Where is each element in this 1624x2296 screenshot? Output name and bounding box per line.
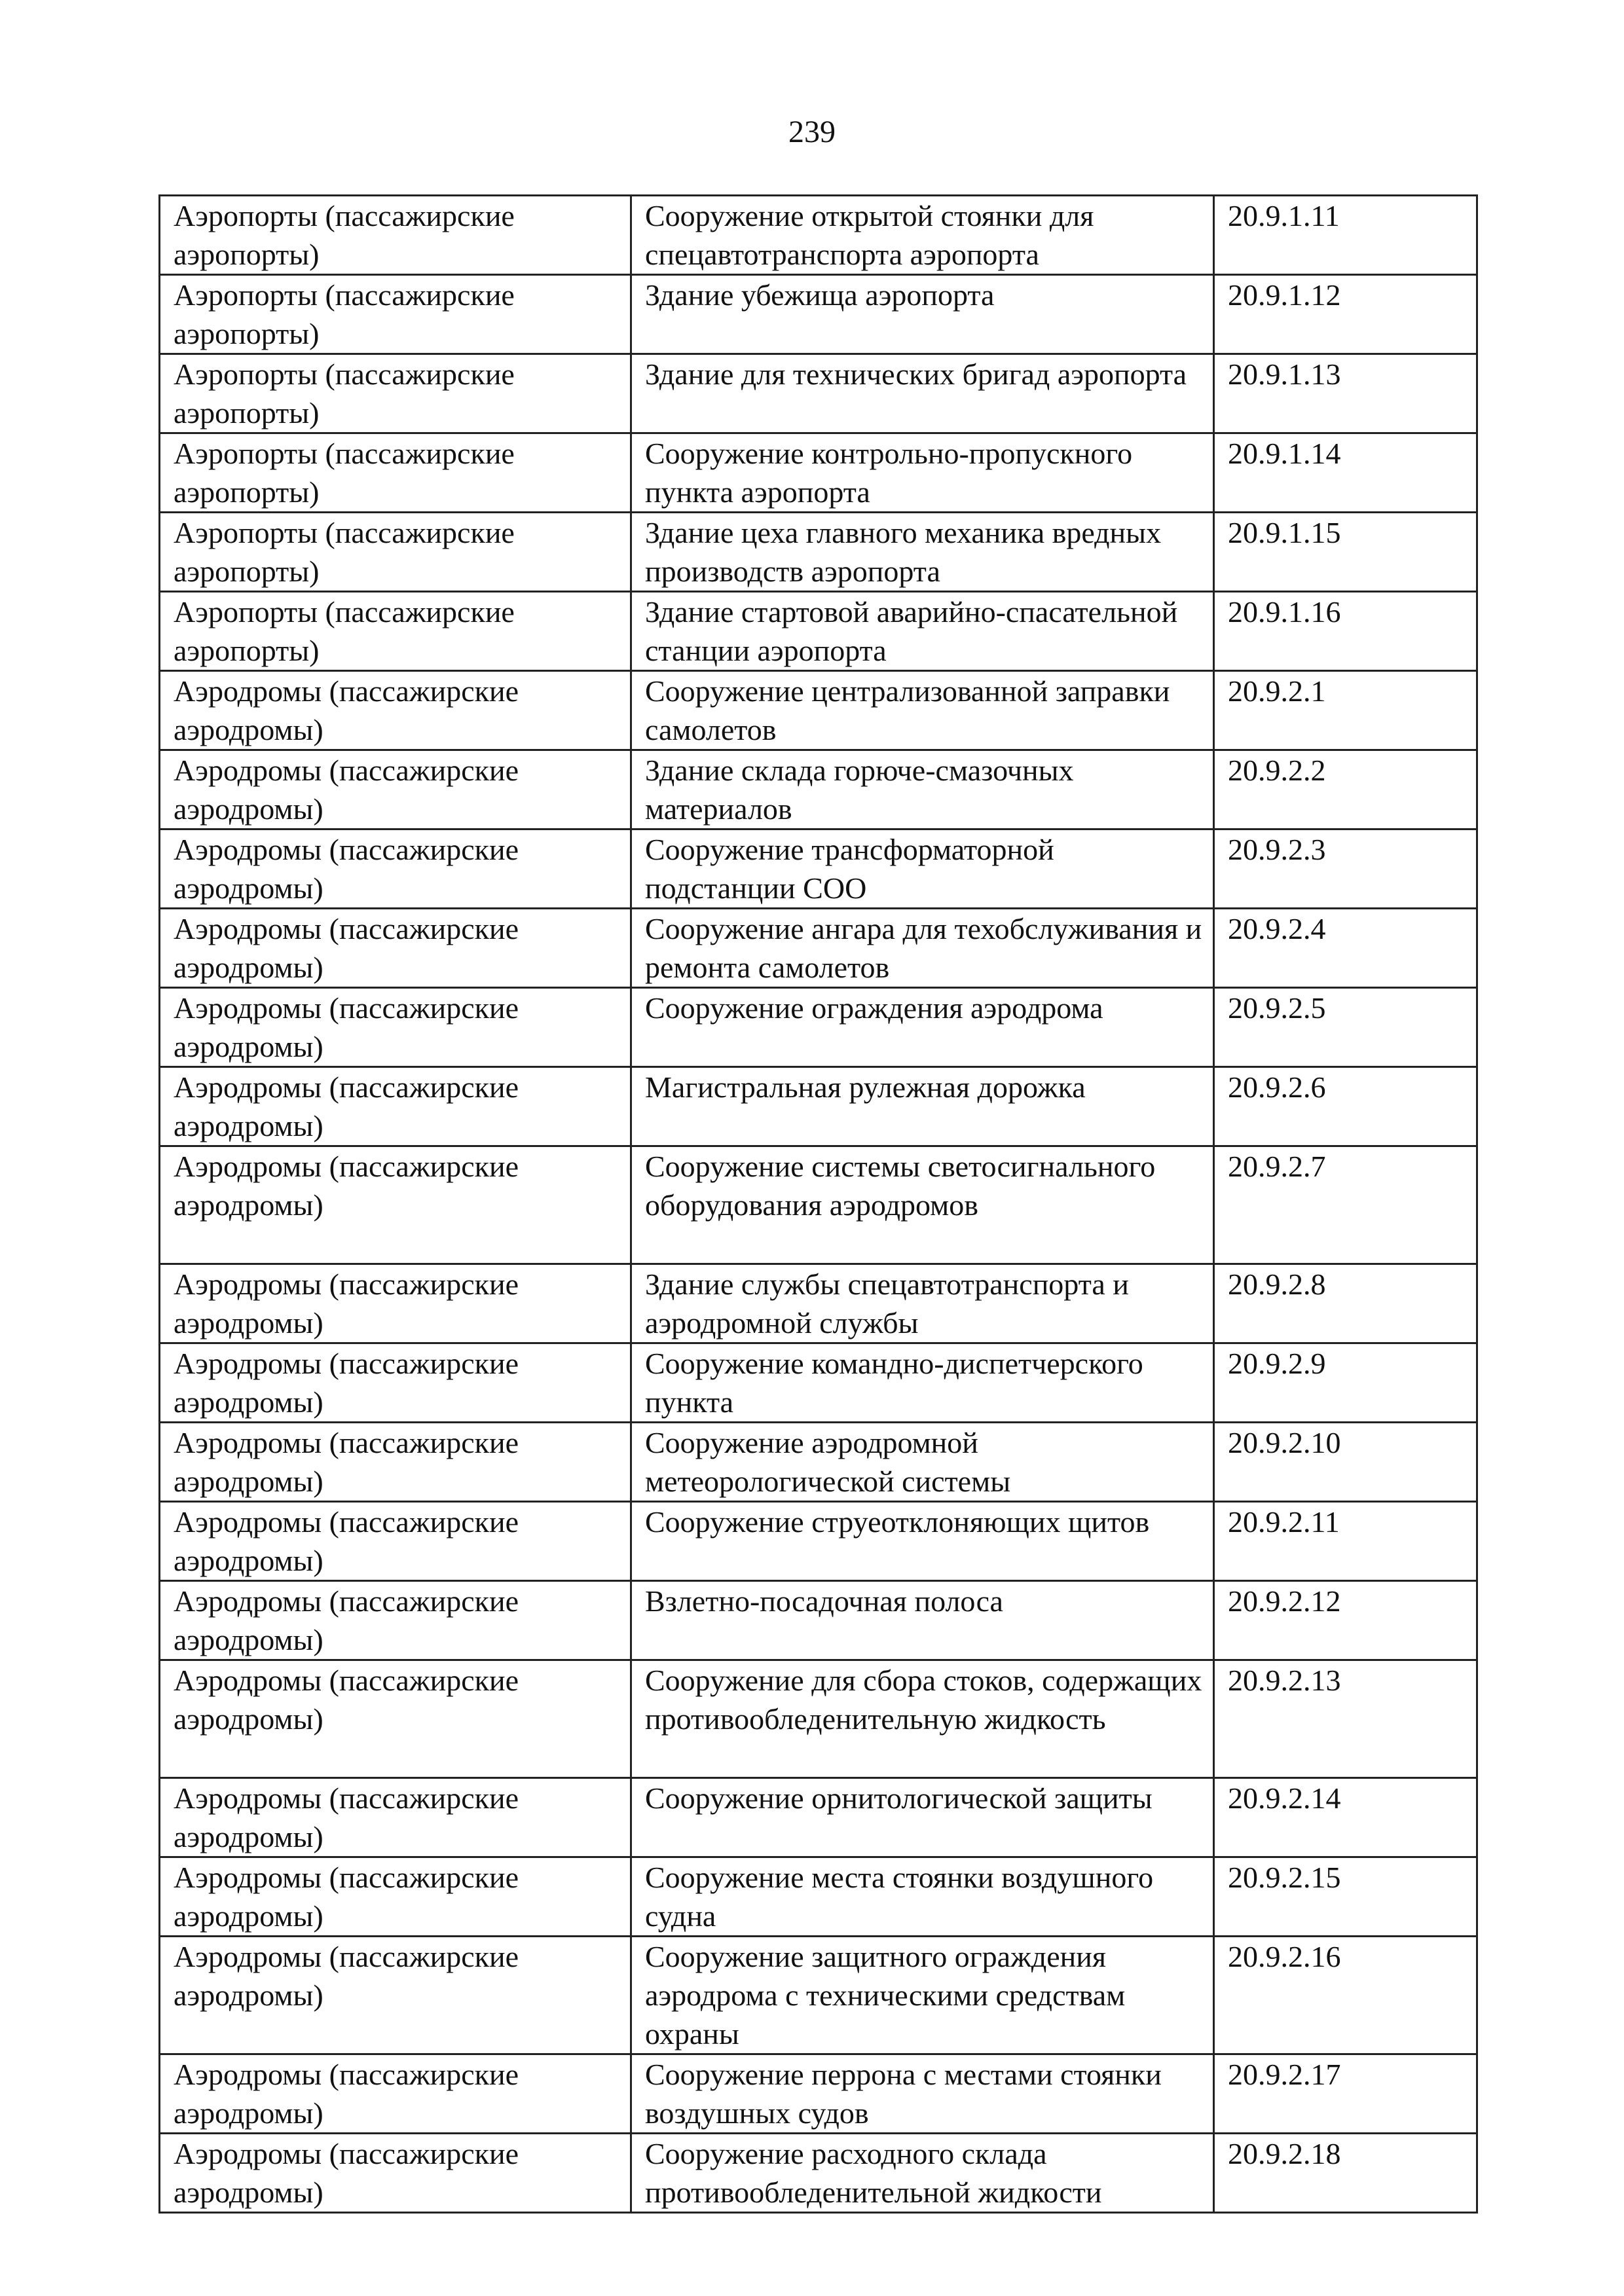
code-cell: 20.9.2.4 <box>1214 909 1477 988</box>
table-row <box>160 1778 1477 1857</box>
object-cell: Сооружение аэродромной метеорологической системы <box>631 1423 1214 1502</box>
table-row <box>160 750 1477 829</box>
category-cell: Аэродромы (пассажирские аэродромы) <box>160 2134 631 2213</box>
table-row <box>160 988 1477 1067</box>
object-cell: Сооружение ограждения аэродрома <box>631 988 1214 1067</box>
object-cell: Сооружение централизованной заправки самолетов <box>631 671 1214 750</box>
category-cell: Аэропорты (пассажирские аэропорты) <box>160 354 631 433</box>
code-cell: 20.9.1.15 <box>1214 513 1477 592</box>
table-row <box>160 1146 1477 1264</box>
table-row <box>160 2134 1477 2213</box>
object-cell: Сооружение орнитологической защиты <box>631 1778 1214 1857</box>
category-cell: Аэродромы (пассажирские аэродромы) <box>160 1502 631 1581</box>
category-cell: Аэропорты (пассажирские аэропорты) <box>160 433 631 513</box>
object-cell: Сооружение защитного ограждения аэродрома с техническими средствам охраны <box>631 1937 1214 2054</box>
object-cell: Сооружение открытой стоянки для спецавтотранспорта аэропорта <box>631 196 1214 275</box>
object-cell: Сооружение системы светосигнального оборудования аэродромов <box>631 1146 1214 1264</box>
code-cell: 20.9.2.10 <box>1214 1423 1477 1502</box>
category-cell: Аэродромы (пассажирские аэродромы) <box>160 1264 631 1343</box>
table-row <box>160 671 1477 750</box>
table-body <box>160 196 1477 2213</box>
category-cell: Аэродромы (пассажирские аэродромы) <box>160 1937 631 2054</box>
object-cell: Сооружение для сбора стоков, содержащих противообледенительную жидкость <box>631 1660 1214 1778</box>
table-row <box>160 1423 1477 1502</box>
object-cell: Сооружение перрона с местами стоянки воздушных судов <box>631 2054 1214 2134</box>
category-cell: Аэропорты (пассажирские аэропорты) <box>160 196 631 275</box>
object-cell: Здание для технических бригад аэропорта <box>631 354 1214 433</box>
code-cell: 20.9.2.1 <box>1214 671 1477 750</box>
object-cell: Сооружение командно-диспетчерского пункта <box>631 1343 1214 1423</box>
category-cell: Аэродромы (пассажирские аэродромы) <box>160 1067 631 1146</box>
table-row <box>160 196 1477 275</box>
table-row <box>160 1502 1477 1581</box>
table-row <box>160 2054 1477 2134</box>
category-cell: Аэропорты (пассажирские аэропорты) <box>160 592 631 671</box>
object-cell: Сооружение расходного склада противообледенительной жидкости <box>631 2134 1214 2213</box>
table-row <box>160 513 1477 592</box>
object-cell: Сооружение контрольно-пропускного пункта аэропорта <box>631 433 1214 513</box>
object-cell: Здание цеха главного механика вредных производств аэропорта <box>631 513 1214 592</box>
code-cell: 20.9.2.12 <box>1214 1581 1477 1660</box>
category-cell: Аэродромы (пассажирские аэродромы) <box>160 1660 631 1778</box>
table-row <box>160 1067 1477 1146</box>
object-cell: Взлетно-посадочная полоса <box>631 1581 1214 1660</box>
code-cell: 20.9.2.7 <box>1214 1146 1477 1264</box>
object-cell: Здание убежища аэропорта <box>631 275 1214 354</box>
object-cell: Сооружение ангара для техобслуживания и ремонта самолетов <box>631 909 1214 988</box>
table-row <box>160 1660 1477 1778</box>
table-row <box>160 1343 1477 1423</box>
code-cell: 20.9.2.14 <box>1214 1778 1477 1857</box>
code-cell: 20.9.2.15 <box>1214 1857 1477 1937</box>
code-cell: 20.9.2.16 <box>1214 1937 1477 2054</box>
table-row <box>160 909 1477 988</box>
category-cell: Аэропорты (пассажирские аэропорты) <box>160 275 631 354</box>
object-cell: Здание склада горюче-смазочных материалов <box>631 750 1214 829</box>
code-cell: 20.9.2.17 <box>1214 2054 1477 2134</box>
category-cell: Аэродромы (пассажирские аэродромы) <box>160 1343 631 1423</box>
table-row <box>160 592 1477 671</box>
code-cell: 20.9.1.16 <box>1214 592 1477 671</box>
classification-table <box>158 194 1478 2214</box>
table-row <box>160 829 1477 909</box>
object-cell: Здание стартовой аварийно-спасательной станции аэропорта <box>631 592 1214 671</box>
category-cell: Аэродромы (пассажирские аэродромы) <box>160 1423 631 1502</box>
category-cell: Аэродромы (пассажирские аэродромы) <box>160 1778 631 1857</box>
table-row <box>160 354 1477 433</box>
category-cell: Аэродромы (пассажирские аэродромы) <box>160 2054 631 2134</box>
code-cell: 20.9.2.18 <box>1214 2134 1477 2213</box>
table-row <box>160 1857 1477 1937</box>
category-cell: Аэродромы (пассажирские аэродромы) <box>160 671 631 750</box>
table-row <box>160 1937 1477 2054</box>
category-cell: Аэродромы (пассажирские аэродромы) <box>160 1581 631 1660</box>
object-cell: Здание службы спецавтотранспорта и аэродромной службы <box>631 1264 1214 1343</box>
object-cell: Сооружение трансформаторной подстанции СОО <box>631 829 1214 909</box>
code-cell: 20.9.1.14 <box>1214 433 1477 513</box>
table-row <box>160 1264 1477 1343</box>
object-cell: Сооружение места стоянки воздушного судна <box>631 1857 1214 1937</box>
code-cell: 20.9.2.2 <box>1214 750 1477 829</box>
code-cell: 20.9.1.11 <box>1214 196 1477 275</box>
table-row <box>160 433 1477 513</box>
code-cell: 20.9.2.13 <box>1214 1660 1477 1778</box>
object-cell: Магистральная рулежная дорожка <box>631 1067 1214 1146</box>
code-cell: 20.9.2.11 <box>1214 1502 1477 1581</box>
code-cell: 20.9.1.12 <box>1214 275 1477 354</box>
table-row <box>160 275 1477 354</box>
code-cell: 20.9.2.3 <box>1214 829 1477 909</box>
code-cell: 20.9.2.6 <box>1214 1067 1477 1146</box>
object-cell: Сооружение струеотклоняющих щитов <box>631 1502 1214 1581</box>
code-cell: 20.9.2.9 <box>1214 1343 1477 1423</box>
category-cell: Аэродромы (пассажирские аэродромы) <box>160 829 631 909</box>
category-cell: Аэродромы (пассажирские аэродромы) <box>160 988 631 1067</box>
category-cell: Аэродромы (пассажирские аэродромы) <box>160 1146 631 1264</box>
code-cell: 20.9.2.5 <box>1214 988 1477 1067</box>
page-number: 239 <box>788 115 836 149</box>
category-cell: Аэродромы (пассажирские аэродромы) <box>160 909 631 988</box>
category-cell: Аэродромы (пассажирские аэродромы) <box>160 1857 631 1937</box>
category-cell: Аэродромы (пассажирские аэродромы) <box>160 750 631 829</box>
table-row <box>160 1581 1477 1660</box>
category-cell: Аэропорты (пассажирские аэропорты) <box>160 513 631 592</box>
code-cell: 20.9.2.8 <box>1214 1264 1477 1343</box>
code-cell: 20.9.1.13 <box>1214 354 1477 433</box>
